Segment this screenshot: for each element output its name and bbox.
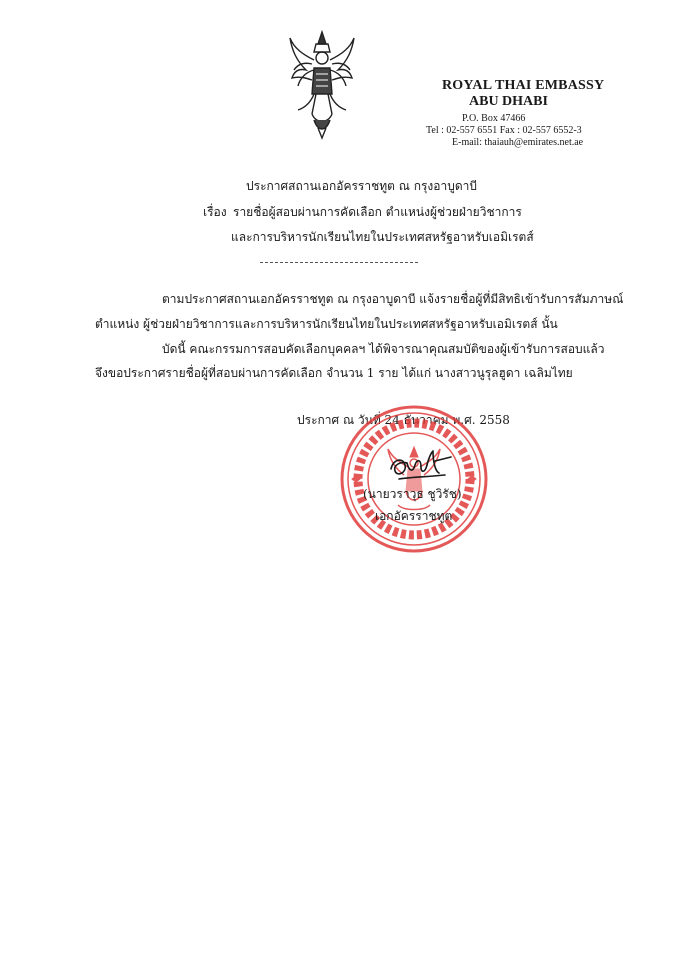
body-paragraph-2-line-1: บัดนี้ คณะกรรมการสอบคัดเลือกบุคคลฯ ได้พิจารณาคุณสมบัติของผู้เข้ารับการสอบแล้ว <box>162 342 605 356</box>
body-paragraph-1-line-1: ตามประกาศสถานเอกอัครราชทูต ณ กรุงอาบูดาบี แจ้งรายชื่อผู้ที่มีสิทธิเข้ารับการสัมภาษณ์ <box>162 292 624 306</box>
embassy-tel-fax: Tel : 02-557 6551 Fax : 02-557 6552-3 <box>426 125 582 136</box>
embassy-email: E-mail: thaiauh@emirates.net.ae <box>452 137 584 148</box>
announcement-title: ประกาศสถานเอกอัครราชทูต ณ กรุงอาบูดาบี <box>246 179 477 193</box>
garuda-emblem-icon <box>288 28 356 140</box>
embassy-name: ROYAL THAI EMBASSY <box>442 78 605 93</box>
subject-line-2: และการบริหารนักเรียนไทยในประเทศสหรัฐอาหรับเอมิเรตส์ <box>231 230 534 244</box>
subject-line-1: รายชื่อผู้สอบผ่านการคัดเลือก ตำแหน่งผู้ช่วยฝ่ายวิชาการ <box>233 205 522 219</box>
signer-name: (นายวราวุธ ชูวิรัช) <box>363 487 462 501</box>
body-paragraph-2-line-2: จึงขอประกาศรายชื่อผู้ที่สอบผ่านการคัดเลือก จำนวน 1 ราย ได้แก่ นางสาวนูรุลฮูดา เฉลิมไทย <box>95 366 573 380</box>
handwritten-signature <box>385 447 457 487</box>
embassy-po-box: P.O. Box 47466 <box>462 113 526 124</box>
signer-title: เอกอัครราชทูต <box>375 509 453 523</box>
announcement-date: ประกาศ ณ วันที่ 24 ธันวาคม พ.ศ. 2558 <box>297 413 510 427</box>
subject-label: เรื่อง <box>203 205 227 219</box>
embassy-city: ABU DHABI <box>469 94 548 109</box>
title-divider <box>260 262 418 263</box>
body-paragraph-1-line-2: ตำแหน่ง ผู้ช่วยฝ่ายวิชาการและการบริหารนักเรียนไทยในประเทศสหรัฐอาหรับเอมิเรตส์ นั้น <box>95 317 558 331</box>
